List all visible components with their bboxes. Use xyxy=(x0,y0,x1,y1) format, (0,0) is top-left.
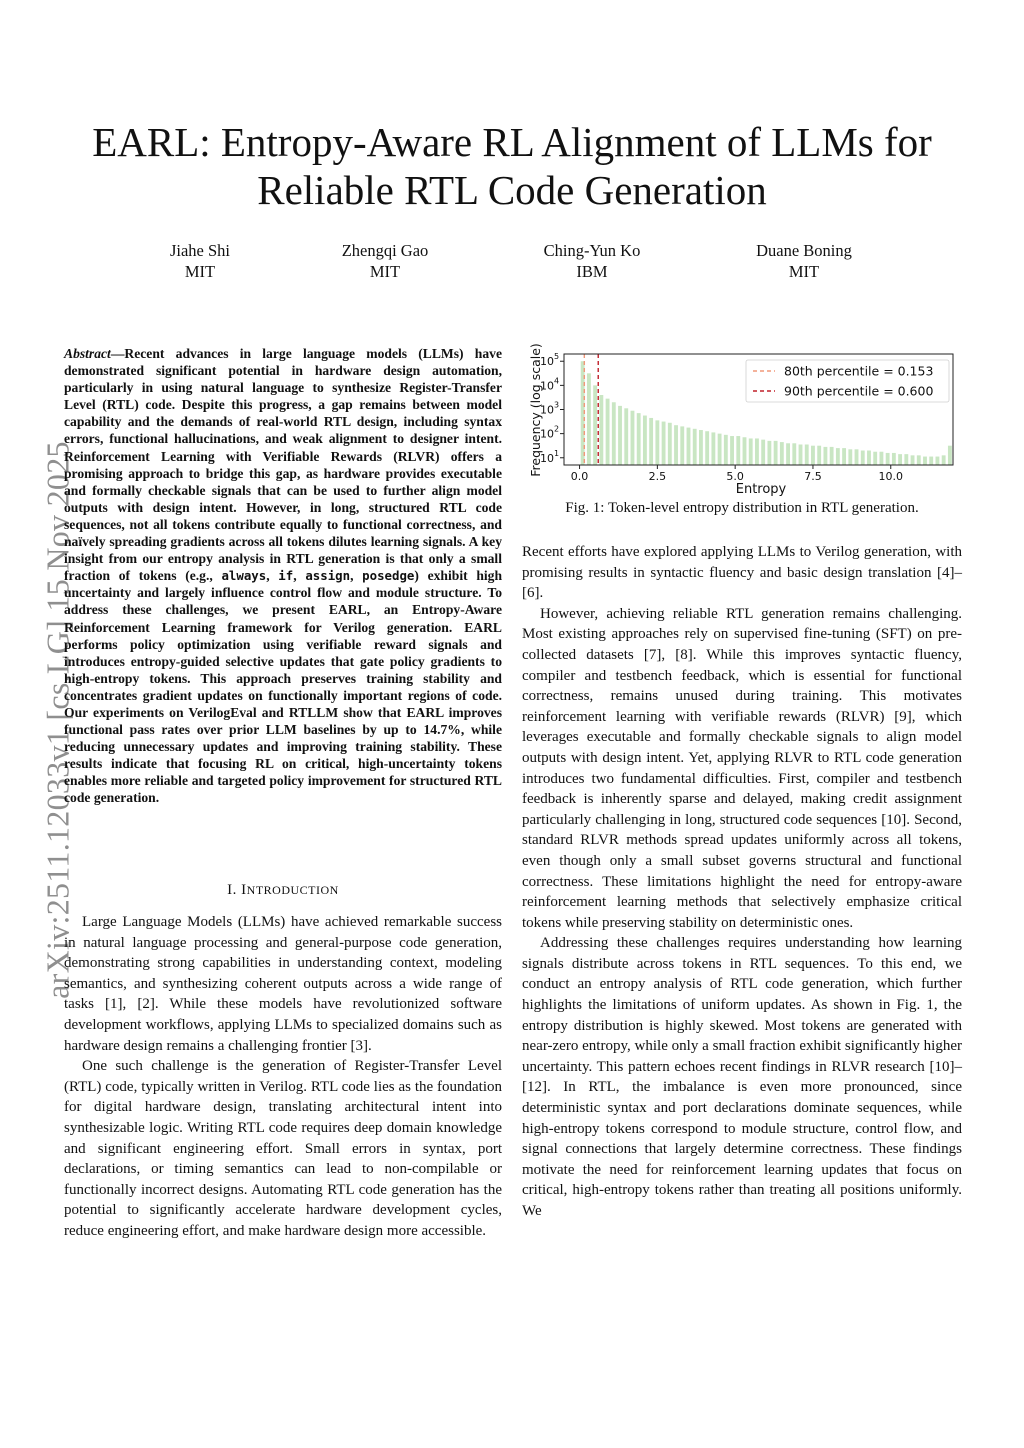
right-column-body xyxy=(522,542,962,1222)
section-heading xyxy=(64,882,502,899)
y-tick-exponent: 5 xyxy=(554,352,560,362)
histogram-bar xyxy=(774,441,778,465)
y-tick-label: 10 xyxy=(540,451,554,465)
legend-label-90th: 90th percentile = 0.600 xyxy=(784,383,934,399)
author-affiliation: MIT xyxy=(184,262,216,281)
x-axis-ticks xyxy=(571,465,903,483)
author-2 xyxy=(285,240,485,282)
histogram-bar xyxy=(817,446,821,465)
histogram-bar xyxy=(799,444,803,465)
histogram-bar xyxy=(637,413,641,465)
code-token: posedge xyxy=(362,568,415,584)
histogram-bar xyxy=(587,373,591,465)
section-title-initial: I xyxy=(241,882,247,898)
paragraph: One such challenge is the generation of Register-Transfer Level (RTL) code, typically written in Verilog. RTL code lies as the foundation for digital hardware design, translating architectural intent into synthesizable logic. Writing RTL code requires deep domain knowledge and significant engineering effort. Small errors in syntax, port declarations, or timing semantics can lead to non-compilable or functionally incorrect designs. Automating RTL code generation has the potential to significantly accelerate hardware development cycles, reduce engineering effort, and make hardware design more accessible. xyxy=(64,1058,502,1239)
paragraph: However, achieving reliable RTL generation remains challenging. Most existing approaches rely on supervised fine-tuning (SFT) on pre-collected datasets [7], [8]. While this improves syntactic fluency, compiler and testbench feedback, which is essential for functional correctness, remains unused during training. This motivates reinforcement learning with verifiable rewards (RLVR) [9], which leverages executable and formally checkable signals to align model outputs with design intent. Yet, applying RLVR to RTL code generation introduces two fundamental difficulties. First, compiler and testbench feedback is inherently sparse and delayed, making credit assignment particularly challenging in long, structured code sequences [10]. Second, standard RLVR methods spread updates uniformly across all tokens, even though only a small subset governs structural and functional correctness. These limitations highlight the need for entropy-aware reinforcement learning methods that selectively emphasize critical tokens while preserving stability on deterministic ones. xyxy=(522,605,962,931)
histogram-bar xyxy=(718,434,722,465)
y-tick-label: 10 xyxy=(540,379,554,393)
x-tick-label: 7.5 xyxy=(804,470,822,483)
histogram-bar xyxy=(892,453,896,465)
histogram-bar xyxy=(842,448,846,465)
histogram-bar xyxy=(593,385,597,465)
histogram-bar xyxy=(923,457,927,465)
figure-1 xyxy=(522,340,962,500)
x-axis-label: Entropy xyxy=(735,482,787,497)
histogram-bar xyxy=(599,395,603,465)
histogram-bar xyxy=(867,451,871,465)
author-affiliation: IBM xyxy=(576,262,608,281)
section-number: I. xyxy=(227,882,237,898)
y-tick-label: 10 xyxy=(540,403,554,417)
histogram-bar xyxy=(861,451,865,465)
author-name: Duane Boning xyxy=(756,241,852,260)
section-title xyxy=(241,883,339,897)
section-title-rest: NTRODUCTION xyxy=(246,883,339,897)
histogram-bar xyxy=(805,444,809,465)
entropy-histogram xyxy=(522,340,962,500)
x-tick-label: 10.0 xyxy=(878,470,904,483)
histogram-bar xyxy=(749,438,753,465)
histogram-bar xyxy=(948,446,952,465)
histogram-bar xyxy=(855,449,859,465)
histogram-bar xyxy=(693,429,697,465)
y-tick-exponent: 1 xyxy=(554,448,560,458)
author-name: Zhengqi Gao xyxy=(341,241,429,260)
paragraph: Addressing these challenges requires understanding how learning signals distribute across tokens in RTL sequences. To this end, we conduct an entropy analysis of RTL code generation, which further highlights the limitations of uniform updates. As shown in Fig. 1, the entropy distribution is highly skewed. Most tokens are generated with near-zero entropy, while only a small fraction exhibit significantly higher uncertainty. This pattern echoes recent findings in RLVR research [10]–[12]. In RTL, the imbalance is even more pronounced, since deterministic syntax and port declarations dominate sequences, while high-entropy tokens correspond to module structure, control flow, and signal connections that largely determine correctness. These findings motivate the need for reinforcement learning updates that focus on critical, high-entropy tokens rather than treating all positions uniformly. We xyxy=(522,935,962,1219)
histogram-bar xyxy=(904,454,908,465)
author-affiliation: MIT xyxy=(369,262,401,281)
y-axis-label: Frequency (log scale) xyxy=(528,343,543,477)
histogram-bar xyxy=(929,457,933,465)
author-name: Ching-Yun Ko xyxy=(543,241,641,260)
figure-caption: Fig. 1: Token-level entropy distribution in RTL generation. xyxy=(565,500,919,516)
histogram-bar xyxy=(780,442,784,465)
histogram-bar xyxy=(743,437,747,465)
author-name: Jiahe Shi xyxy=(169,241,231,260)
histogram-bar xyxy=(662,422,666,465)
histogram-bar xyxy=(942,455,946,465)
histogram-bar xyxy=(898,454,902,465)
y-tick-exponent: 3 xyxy=(554,400,560,410)
author-affiliation: MIT xyxy=(788,262,820,281)
y-tick-exponent: 4 xyxy=(554,376,560,386)
histogram-bar xyxy=(936,457,940,465)
abstract: Abstract—Recent advances in large language models (LLMs) have demonstrated significant potential in hardware design automation, particularly in using natural language to synthesize Register-Transfer Level (RTL) code. Despite this progress, a gap remains between model capability and the demands of real-world RTL design, including syntax errors, functional hallucinations, and weak alignment to designer intent. Reinforcement Learning with Verifiable Rewards (RLVR) offers a promising approach to bridge this gap, as hardware provides executable and formally checkable signals that can be used to further align model outputs with design intent. However, in long, structured RTL code sequences, not all tokens contribute equally to functional correctness, and naïvely spreading gradients across all tokens dilutes learning signals. A key insight from our entropy analysis in RTL generation is that only a small fraction of tokens (e.g., always, if, assign, posedge) exhibit high uncertainty and largely influence control flow and module structure. To address these challenges, we present EARL, an Entropy-Aware Reinforcement Learning framework for Verilog generation. EARL performs policy optimization using verifiable reward signals and introduces entropy-guided selective updates that gate policy gradients to high-entropy tokens. This approach preserves training stability and concentrates gradient updates on functionally important regions of code. Our experiments on VerilogEval and RTLLM show that EARL improves functional pass rates over prior LLM baselines by up to 14.7%, while reducing unnecessary updates and improving training stability. These results indicate that focusing RL on critical, high-uncertainty tokens enables more reliable and targeted policy improvement for structured RTL code generation. xyxy=(64,346,503,806)
histogram-bar xyxy=(830,447,834,465)
legend xyxy=(746,360,949,402)
histogram-bar xyxy=(631,411,635,465)
histogram-bar xyxy=(680,426,684,465)
histogram-bar xyxy=(668,423,672,465)
histogram-bar xyxy=(886,453,890,465)
histogram-bar xyxy=(705,431,709,465)
histogram-bar xyxy=(643,416,647,465)
y-tick-exponent: 2 xyxy=(554,424,560,434)
histogram-bar xyxy=(687,428,691,465)
legend-label-80th: 80th percentile = 0.153 xyxy=(784,363,934,379)
histogram-bar xyxy=(911,455,915,465)
histogram-bar xyxy=(624,408,628,465)
histogram-bar xyxy=(917,455,921,465)
histogram-bar xyxy=(767,441,771,465)
histogram-bar xyxy=(873,452,877,465)
abstract-lead: Abstract xyxy=(64,346,111,361)
y-tick-label: 10 xyxy=(540,427,554,441)
paragraph: Large Language Models (LLMs) have achieved remarkable success in natural language processing and general-purpose code generation, demonstrating strong capabilities in understanding context, modeling semantics, and synthesizing coherent outputs across a wide range of tasks [1], [2]. While these models have revolutionized software development workflows, applying LLMs to specialized domains such as hardware design remains a challenging frontier [3]. xyxy=(64,914,502,1054)
histogram-bar xyxy=(879,452,883,465)
histogram-bar xyxy=(724,435,728,465)
author-4 xyxy=(704,240,904,282)
histogram-bar xyxy=(699,430,703,465)
code-token: assign xyxy=(305,568,351,584)
y-axis-ticks xyxy=(540,352,564,465)
histogram-bar xyxy=(674,425,678,465)
histogram-bar xyxy=(755,438,759,465)
histogram-bar xyxy=(786,443,790,465)
histogram-bar xyxy=(618,406,622,465)
histogram-bar xyxy=(792,443,796,465)
paragraph: Recent efforts have explored applying LLMs to Verilog generation, with promising results in syntactic fluency and basic design translation [4]–[6]. xyxy=(522,544,962,602)
arxiv-side-identifier: arXiv:2511.12033v1 [cs.LG] 15 Nov 2025 xyxy=(39,441,76,999)
histogram-bar xyxy=(655,420,659,465)
histogram-bar xyxy=(848,449,852,465)
code-token: if xyxy=(278,568,294,584)
histogram-bar xyxy=(612,402,616,465)
x-tick-label: 5.0 xyxy=(726,470,744,483)
author-3 xyxy=(492,240,692,282)
histogram-bar xyxy=(649,418,653,465)
x-tick-label: 0.0 xyxy=(570,470,589,483)
author-1 xyxy=(100,240,300,282)
histogram-bar xyxy=(606,399,610,465)
histogram-bar xyxy=(761,440,765,465)
abstract-text-2: ) exhibit high uncertainty and largely influence control flow and module structure. To address these challenges, we present EARL, an Entropy-Aware Reinforcement Learning framework for Verilog generation. EARL performs policy optimization using verifiable reward signals and introduces entropy-guided selective updates that gate policy gradients to high-entropy tokens. This approach preserves training stability and concentrates gradient updates on functionally important regions of code. Our experiments on VerilogEval and RTLLM show that EARL improves functional pass rates over prior LLM baselines by up to 14.7%, while reducing unnecessary updates and improving training stability. These results indicate that focusing RL on critical, high-uncertainty tokens enables more reliable and targeted policy improvement for structured RTL code generation. xyxy=(64,568,503,806)
histogram-bar xyxy=(823,447,827,465)
histogram-bar xyxy=(711,432,715,465)
histogram-bar xyxy=(736,436,740,465)
y-tick-label: 10 xyxy=(540,355,554,369)
x-tick-label: 2.5 xyxy=(648,470,667,483)
histogram-bar xyxy=(836,448,840,465)
paper-title: EARL: Entropy-Aware RL Alignment of LLMs for Reliable RTL Code Generation xyxy=(92,119,932,213)
code-token: always xyxy=(221,568,267,584)
histogram-bar xyxy=(730,436,734,465)
histogram-bar xyxy=(811,446,815,465)
abstract-text-1: —Recent advances in large language models (LLMs) have demonstrated significant potential in hardware design automation, particularly in using natural language to synthesize Register-Transfer Level (RTL) code. Despite this progress, a gap remains between model capability and the demands of real-world RTL design, including syntax errors, functional hallucinations, and weak alignment to designer intent. Reinforcement Learning with Verifiable Rewards (RLVR) offers a promising approach to bridge this gap, as hardware provides executable and formally checkable signals that can be used to further align model outputs with design intent. However, in long, structured RTL code sequences, not all tokens contribute equally to functional correctness, and naïvely spreading gradients across all tokens dilutes learning signals. A key insight from our entropy analysis in RTL generation is that only a small fraction of tokens (e.g., xyxy=(64,346,502,584)
left-column-body xyxy=(64,912,502,1242)
